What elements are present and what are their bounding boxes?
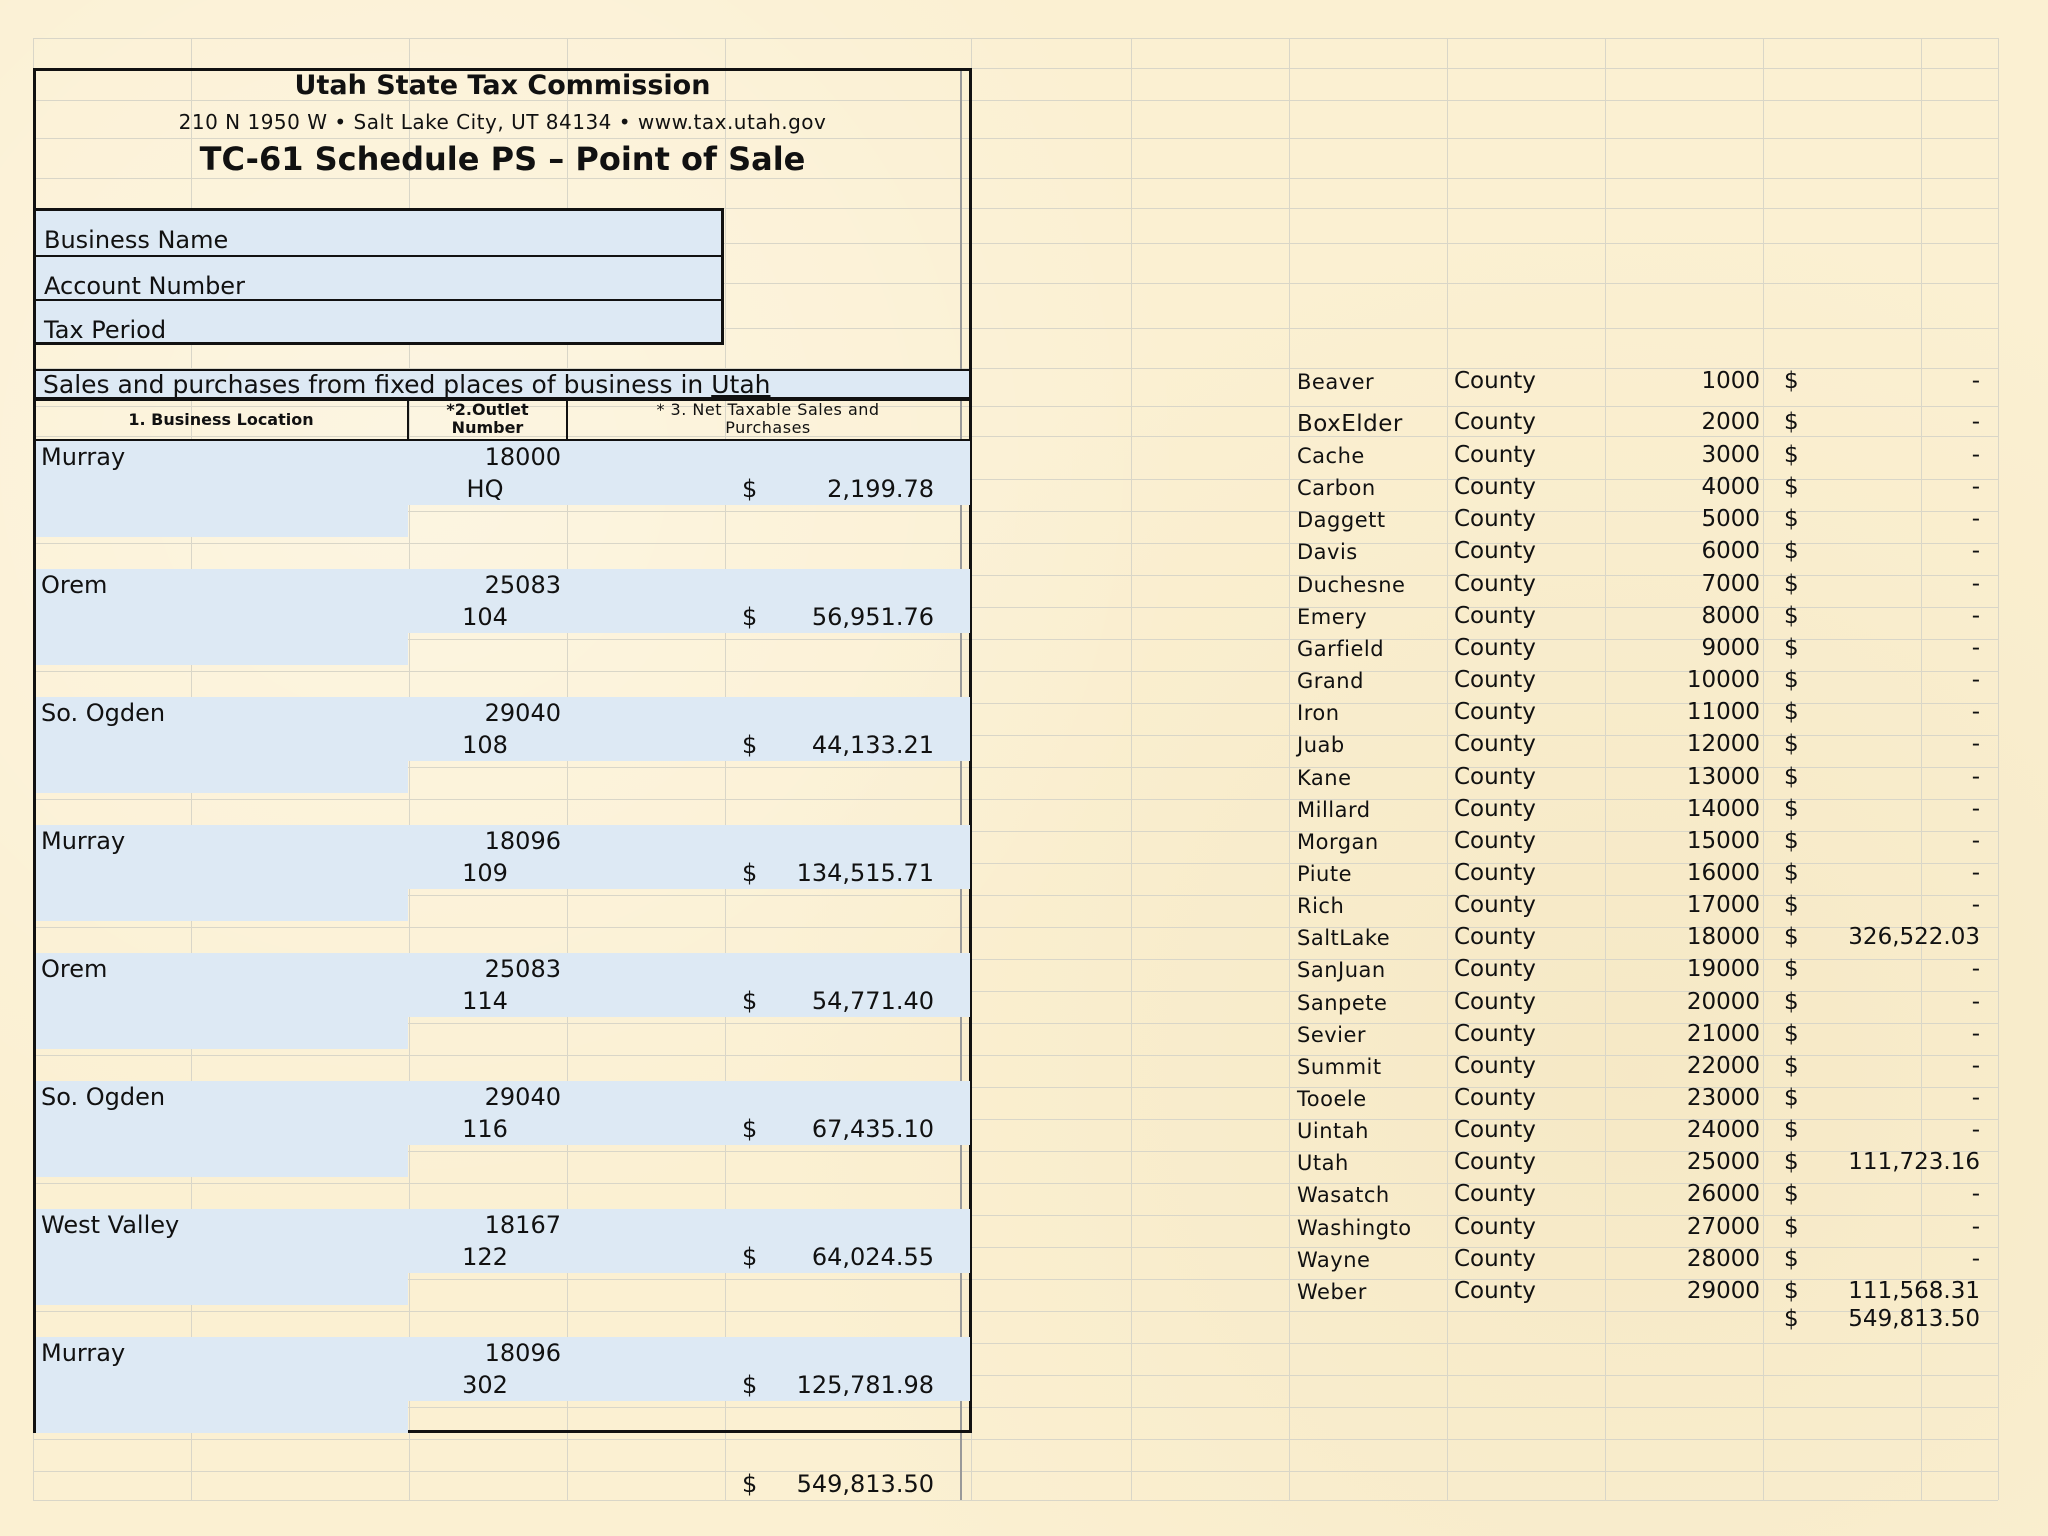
county-amount: - — [1971, 1213, 1980, 1240]
county-code: 27000 — [1686, 1213, 1760, 1240]
county-code: 14000 — [1686, 795, 1760, 822]
county-amount: - — [1971, 1181, 1980, 1208]
county-label: County — [1454, 442, 1536, 468]
entry-dollar-sign: $ — [742, 731, 758, 759]
county-name: Duchesne — [1297, 572, 1406, 597]
entry-dollar-sign: $ — [742, 1243, 758, 1271]
county-name: Uintah — [1297, 1119, 1369, 1144]
county-dollar-sign: $ — [1784, 763, 1799, 790]
county-name: Weber — [1297, 1279, 1367, 1304]
entry-location[interactable]: Murray — [41, 827, 126, 855]
county-amount: - — [1971, 506, 1980, 533]
county-amount: - — [1971, 1020, 1980, 1047]
county-dollar-sign: $ — [1784, 1213, 1799, 1240]
county-amount: - — [1971, 442, 1980, 468]
county-code: 19000 — [1686, 956, 1760, 983]
county-code: 28000 — [1686, 1245, 1760, 1272]
county-amount: - — [1971, 570, 1980, 597]
entry-net-taxable-amount[interactable]: 134,515.71 — [796, 859, 934, 887]
county-code: 22000 — [1686, 1052, 1760, 1079]
county-total-amount: 549,813.50 — [1848, 1306, 1980, 1332]
entry-location-highlight — [36, 889, 408, 921]
entry-location-code[interactable]: 29040 — [484, 1083, 561, 1111]
entry-location-highlight — [36, 1401, 408, 1433]
county-label: County — [1454, 1149, 1536, 1176]
county-name: Grand — [1297, 669, 1364, 694]
grid-row-line — [33, 1500, 1998, 1501]
entry-outlet-number[interactable]: 116 — [462, 1115, 508, 1143]
county-dollar-sign: $ — [1784, 506, 1799, 533]
county-code: 17000 — [1686, 892, 1760, 919]
county-code: 11000 — [1686, 699, 1760, 726]
entry-net-taxable-amount[interactable]: 67,435.10 — [811, 1115, 934, 1143]
county-code: 24000 — [1686, 1117, 1760, 1144]
county-name: Cache — [1297, 444, 1365, 468]
county-label: County — [1454, 538, 1536, 565]
county-amount: 111,568.31 — [1848, 1277, 1980, 1304]
county-label: County — [1454, 731, 1536, 758]
entry-net-taxable-amount[interactable]: 64,024.55 — [811, 1243, 934, 1271]
section-heading-underlined: Utah — [711, 370, 771, 399]
county-dollar-sign: $ — [1784, 1181, 1799, 1208]
agency-address: 210 N 1950 W • Salt Lake City, UT 84134 • www.tax.utah.gov — [178, 110, 827, 134]
county-name: Wayne — [1297, 1247, 1371, 1272]
entry-net-taxable-amount[interactable]: 56,951.76 — [811, 603, 934, 631]
county-name: Sanpete — [1297, 990, 1388, 1015]
county-label: County — [1454, 634, 1536, 661]
entry-outlet-number[interactable]: 108 — [462, 731, 508, 759]
county-label: County — [1454, 892, 1536, 919]
county-dollar-sign: $ — [1784, 1245, 1799, 1272]
county-amount: - — [1971, 763, 1980, 790]
entry-outlet-number[interactable]: 114 — [462, 987, 508, 1015]
county-amount: - — [1971, 892, 1980, 919]
county-code: 10000 — [1686, 667, 1760, 694]
county-name: Piute — [1297, 861, 1352, 886]
county-dollar-sign: $ — [1784, 602, 1799, 629]
county-name: Tooele — [1297, 1087, 1367, 1111]
entry-location-highlight — [36, 1273, 408, 1305]
form-title: TC-61 Schedule PS – Point of Sale — [199, 140, 806, 178]
county-amount: - — [1971, 667, 1980, 694]
business-name-label: Business Name — [44, 226, 229, 254]
county-label: County — [1454, 1052, 1536, 1079]
entry-dollar-sign: $ — [742, 1115, 758, 1143]
county-amount: - — [1971, 474, 1980, 501]
entry-location-code[interactable]: 29040 — [484, 699, 561, 727]
county-name: Sevier — [1297, 1022, 1367, 1047]
county-code: 29000 — [1686, 1277, 1760, 1304]
entry-location-code[interactable]: 18096 — [484, 1339, 561, 1367]
county-code: 3000 — [1701, 442, 1760, 468]
county-name: Davis — [1297, 540, 1358, 565]
county-amount: - — [1971, 988, 1980, 1015]
county-dollar-sign: $ — [1784, 1052, 1799, 1079]
form-total-amount: 549,813.50 — [796, 1470, 934, 1498]
grid-column-line — [1289, 38, 1290, 1500]
county-amount: - — [1971, 409, 1980, 435]
county-dollar-sign: $ — [1784, 988, 1799, 1015]
county-name: Beaver — [1297, 370, 1375, 394]
county-code: 18000 — [1686, 924, 1760, 951]
county-amount: - — [1971, 859, 1980, 886]
county-dollar-sign: $ — [1784, 956, 1799, 983]
county-total-dollar: $ — [1784, 1306, 1799, 1332]
county-dollar-sign: $ — [1784, 892, 1799, 919]
county-dollar-sign: $ — [1784, 1085, 1799, 1111]
column-header-net-line1: * 3. Net Taxable Sales and — [656, 400, 880, 419]
county-code: 15000 — [1686, 827, 1760, 854]
county-amount: - — [1971, 827, 1980, 854]
county-code: 4000 — [1701, 474, 1760, 501]
entry-location-code[interactable]: 18167 — [484, 1211, 561, 1239]
county-code: 20000 — [1686, 988, 1760, 1015]
county-name: BoxElder — [1297, 411, 1403, 437]
county-code: 9000 — [1701, 634, 1760, 661]
entry-dollar-sign: $ — [742, 859, 758, 887]
entry-location[interactable]: Murray — [41, 443, 126, 471]
county-dollar-sign: $ — [1784, 538, 1799, 565]
county-label: County — [1454, 409, 1536, 435]
county-label: County — [1454, 474, 1536, 501]
entry-net-taxable-amount[interactable]: 54,771.40 — [811, 987, 934, 1015]
county-code: 16000 — [1686, 859, 1760, 886]
entry-outlet-number[interactable]: 109 — [462, 859, 508, 887]
county-name: Rich — [1297, 894, 1345, 919]
county-name: Utah — [1297, 1151, 1349, 1176]
entry-location-highlight — [36, 1017, 408, 1049]
entry-location-highlight — [36, 505, 408, 537]
grid-row-line — [33, 38, 1998, 39]
grid-column-line — [1998, 38, 1999, 1500]
column-header-location-text: 1. Business Location — [128, 410, 314, 429]
county-amount: - — [1971, 634, 1980, 661]
tax-period-label: Tax Period — [44, 316, 167, 344]
entry-location[interactable]: Orem — [41, 571, 108, 599]
county-code: 12000 — [1686, 731, 1760, 758]
county-name: Emery — [1297, 604, 1368, 629]
entry-dollar-sign: $ — [742, 603, 758, 631]
entry-location-code[interactable]: 18096 — [484, 827, 561, 855]
county-label: County — [1454, 795, 1536, 822]
county-amount: - — [1971, 1085, 1980, 1111]
county-amount: - — [1971, 368, 1980, 394]
grid-column-line — [1447, 38, 1448, 1500]
county-dollar-sign: $ — [1784, 731, 1799, 758]
entry-location-code[interactable]: 25083 — [484, 571, 561, 599]
entry-outlet-number[interactable]: 104 — [462, 603, 508, 631]
county-label: County — [1454, 1085, 1536, 1111]
grid-column-line — [1763, 38, 1764, 1500]
county-label: County — [1454, 763, 1536, 790]
entry-net-taxable-amount[interactable]: 44,133.21 — [811, 731, 934, 759]
grid-row-line — [33, 1439, 1998, 1440]
county-dollar-sign: $ — [1784, 474, 1799, 501]
entry-outlet-number[interactable]: HQ — [466, 475, 504, 503]
entry-outlet-number[interactable]: 122 — [462, 1243, 508, 1271]
county-name: Morgan — [1297, 829, 1379, 854]
column-header-outlet-line1: *2.Outlet — [446, 400, 529, 419]
county-name: Garfield — [1297, 636, 1385, 661]
county-name: Iron — [1297, 701, 1340, 726]
county-name: Washingto — [1297, 1215, 1412, 1240]
section-heading-text: Sales and purchases from fixed places of business in — [43, 370, 712, 399]
entry-net-taxable-amount[interactable]: 2,199.78 — [827, 475, 934, 503]
county-label: County — [1454, 988, 1536, 1015]
county-dollar-sign: $ — [1784, 1117, 1799, 1144]
county-amount: 326,522.03 — [1848, 924, 1980, 951]
county-name: SaltLake — [1297, 926, 1391, 951]
county-amount: - — [1971, 1117, 1980, 1144]
entry-net-taxable-amount[interactable]: 125,781.98 — [796, 1371, 934, 1399]
county-code: 21000 — [1686, 1020, 1760, 1047]
county-label: County — [1454, 667, 1536, 694]
entry-location[interactable]: West Valley — [41, 1211, 180, 1239]
county-label: County — [1454, 827, 1536, 854]
county-name: Wasatch — [1297, 1183, 1390, 1208]
county-amount: - — [1971, 699, 1980, 726]
county-label: County — [1454, 956, 1536, 983]
agency-title: Utah State Tax Commission — [294, 70, 711, 101]
county-dollar-sign: $ — [1784, 634, 1799, 661]
county-amount: - — [1971, 1245, 1980, 1272]
entry-location-highlight — [36, 761, 408, 793]
county-name: Kane — [1297, 765, 1352, 790]
form-total-dollar: $ — [742, 1470, 758, 1498]
county-code: 6000 — [1701, 538, 1760, 565]
county-dollar-sign: $ — [1784, 699, 1799, 726]
column-header-net-line2: Purchases — [725, 418, 811, 437]
county-code: 1000 — [1701, 368, 1760, 394]
county-dollar-sign: $ — [1784, 1020, 1799, 1047]
county-amount: - — [1971, 1052, 1980, 1079]
county-code: 23000 — [1686, 1085, 1760, 1111]
county-dollar-sign: $ — [1784, 442, 1799, 468]
county-dollar-sign: $ — [1784, 570, 1799, 597]
county-label: County — [1454, 368, 1536, 394]
county-label: County — [1454, 1117, 1536, 1144]
county-dollar-sign: $ — [1784, 667, 1799, 694]
county-name: Juab — [1297, 733, 1345, 758]
county-dollar-sign: $ — [1784, 859, 1799, 886]
county-name: SanJuan — [1297, 958, 1386, 983]
county-label: County — [1454, 602, 1536, 629]
county-code: 26000 — [1686, 1181, 1760, 1208]
county-code: 5000 — [1701, 506, 1760, 533]
county-label: County — [1454, 924, 1536, 951]
entry-location[interactable]: So. Ogden — [41, 699, 166, 727]
county-code: 2000 — [1701, 409, 1760, 435]
county-code: 13000 — [1686, 763, 1760, 790]
grid-row-line — [33, 1471, 1998, 1472]
county-label: County — [1454, 1277, 1536, 1304]
entry-outlet-number[interactable]: 302 — [462, 1371, 508, 1399]
county-dollar-sign: $ — [1784, 1149, 1799, 1176]
entry-dollar-sign: $ — [742, 1371, 758, 1399]
county-code: 7000 — [1701, 570, 1760, 597]
county-label: County — [1454, 1213, 1536, 1240]
entry-location[interactable]: So. Ogden — [41, 1083, 166, 1111]
county-label: County — [1454, 570, 1536, 597]
county-label: County — [1454, 1181, 1536, 1208]
county-amount: - — [1971, 956, 1980, 983]
county-amount: - — [1971, 602, 1980, 629]
county-amount: - — [1971, 795, 1980, 822]
entry-location[interactable]: Murray — [41, 1339, 126, 1367]
county-dollar-sign: $ — [1784, 795, 1799, 822]
county-label: County — [1454, 699, 1536, 726]
grid-column-line — [1131, 38, 1132, 1500]
county-amount: 111,723.16 — [1848, 1149, 1980, 1176]
entry-location-code[interactable]: 18000 — [484, 443, 561, 471]
entry-location-highlight — [36, 1145, 408, 1177]
entry-location-code[interactable]: 25083 — [484, 955, 561, 983]
county-name: Carbon — [1297, 476, 1376, 501]
county-label: County — [1454, 506, 1536, 533]
county-code: 25000 — [1686, 1149, 1760, 1176]
column-header-outlet-line2: Number — [451, 418, 524, 437]
entry-location-highlight — [36, 633, 408, 665]
county-name: Daggett — [1297, 508, 1386, 533]
county-dollar-sign: $ — [1784, 409, 1799, 435]
entry-dollar-sign: $ — [742, 475, 758, 503]
county-dollar-sign: $ — [1784, 827, 1799, 854]
county-name: Millard — [1297, 797, 1371, 822]
county-label: County — [1454, 1245, 1536, 1272]
county-code: 8000 — [1701, 602, 1760, 629]
county-dollar-sign: $ — [1784, 368, 1799, 394]
county-dollar-sign: $ — [1784, 1277, 1799, 1304]
county-name: Summit — [1297, 1054, 1382, 1079]
entry-location[interactable]: Orem — [41, 955, 108, 983]
county-label: County — [1454, 859, 1536, 886]
county-label: County — [1454, 1020, 1536, 1047]
county-amount: - — [1971, 538, 1980, 565]
entry-dollar-sign: $ — [742, 987, 758, 1015]
account-number-label: Account Number — [44, 272, 245, 300]
county-amount: - — [1971, 731, 1980, 758]
county-dollar-sign: $ — [1784, 924, 1799, 951]
